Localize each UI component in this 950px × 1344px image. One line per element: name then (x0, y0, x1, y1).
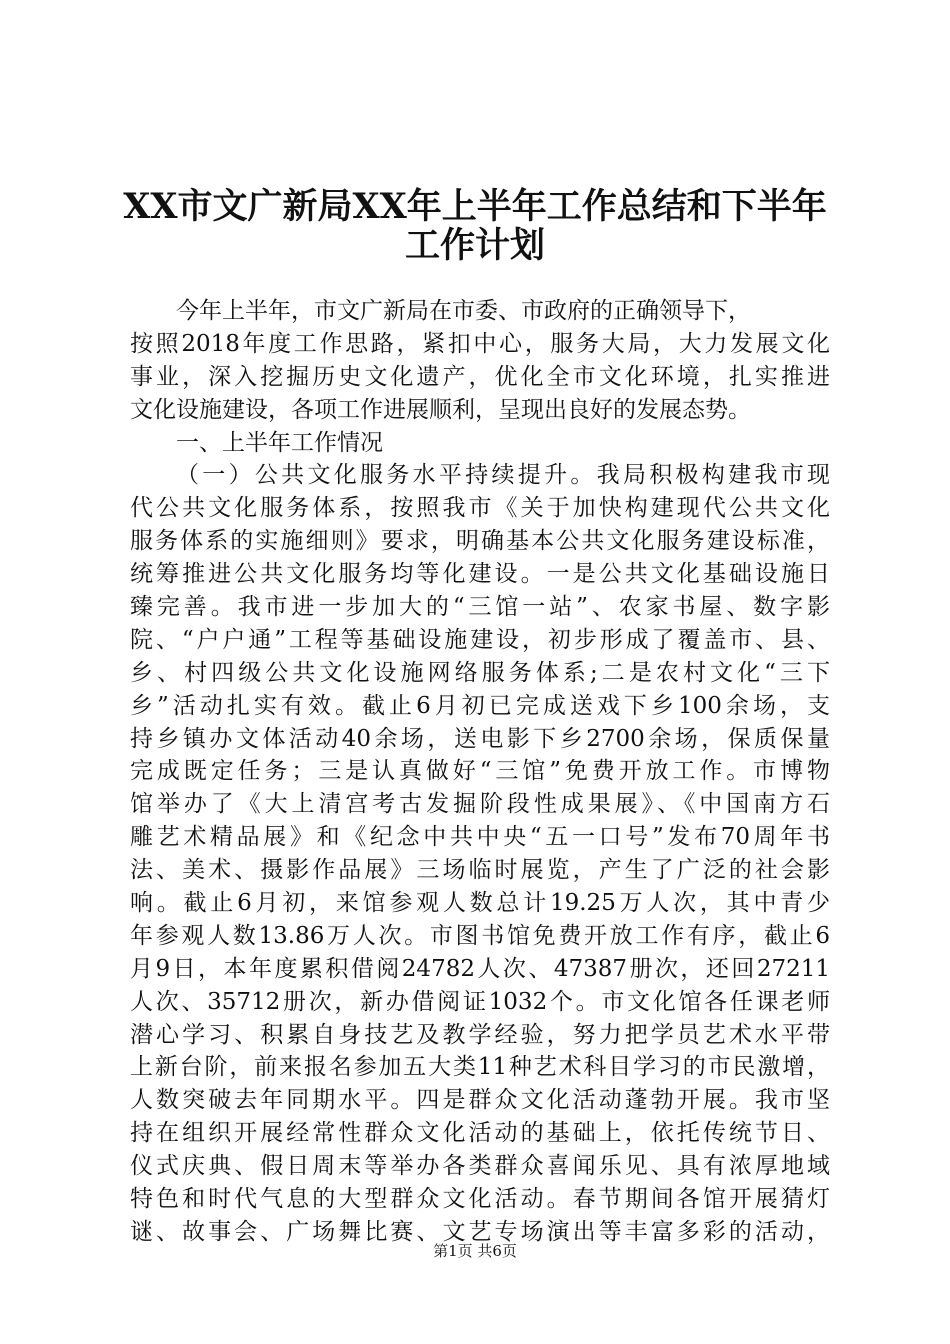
document-body (130, 295, 830, 1249)
body-line: 代公共文化服务体系，按照我市《关于加快构建现代公共文化 (130, 495, 830, 522)
body-line: 事业，深入挖掘历史文化遗产，优化全市文化环境，扎实推进 (130, 363, 830, 390)
body-line: 文化设施建设，各项工作进展顺利，呈现出良好的发展态势。 (130, 396, 751, 423)
body-line: （一）公共文化服务水平持续提升。我局积极构建我市现 (176, 462, 830, 489)
body-line: 仪式庆典、假日周末等举办各类群众喜闻乐见、具有浓厚地域 (130, 1153, 830, 1180)
body-line: 乡”活动扎实有效。截止6月初已完成送戏下乡100余场，支 (130, 692, 830, 719)
body-line: 潜心学习、积累自身技艺及教学经验，努力把学员艺术水平带 (130, 1021, 830, 1048)
body-line: 月9日，本年度累积借阅24782人次、47387册次，还回27211 (130, 955, 830, 982)
body-line: 年参观人数13.86万人次。市图书馆免费开放工作有序，截止6 (130, 922, 830, 949)
section-heading: 一、上半年工作情况 (176, 429, 383, 456)
body-line: 乡、村四级公共文化设施网络服务体系;二是农村文化“三下 (130, 659, 830, 686)
body-line: 响。截止6月初，来馆参观人数总计19.25万人次，其中青少 (130, 890, 830, 917)
body-line: 雕艺术精品展》和《纪念中共中央“五一口号”发布70周年书 (130, 824, 830, 851)
body-line: 法、美术、摄影作品展》三场临时展览，产生了广泛的社会影 (130, 857, 830, 884)
body-line: 持乡镇办文体活动40余场，送电影下乡2700余场，保质保量 (130, 725, 830, 752)
body-line: 按照2018年度工作思路，紧扣中心，服务大局，大力发展文化 (130, 330, 830, 357)
body-line: 上新台阶，前来报名参加五大类11种艺术科目学习的市民激增， (130, 1054, 830, 1081)
body-line: 人数突破去年同期水平。四是群众文化活动蓬勃开展。我市坚 (130, 1087, 830, 1114)
body-line: 今年上半年，市文广新局在市委、市政府的正确领导下， (176, 298, 751, 324)
body-line: 馆举办了《大上清宫考古发掘阶段性成果展》、《中国南方石 (130, 791, 830, 818)
body-line: 臻完善。我市进一步加大的“三馆一站”、农家书屋、数字影 (130, 594, 830, 621)
body-line: 统筹推进公共文化服务均等化建设。一是公共文化基础设施日 (130, 561, 830, 588)
body-line: 持在组织开展经常性群众文化活动的基础上，依托传统节日、 (130, 1120, 830, 1147)
document-title-line-2: 工作计划 (404, 225, 545, 266)
body-line: 人次、35712册次，新办借阅证1032个。市文化馆各任课老师 (130, 988, 830, 1015)
body-line: 特色和时代气息的大型群众文化活动。春节期间各馆开展猜灯 (130, 1186, 830, 1213)
body-line: 服务体系的实施细则》要求，明确基本公共文化服务建设标准， (130, 528, 830, 555)
page-number-footer: 第1页 共6页 (433, 1242, 517, 1260)
body-line: 院、“户户通”工程等基础设施建设，初步形成了覆盖市、县、 (130, 626, 830, 653)
body-line: 完成既定任务；三是认真做好“三馆”免费开放工作。市博物 (130, 758, 830, 785)
document-title-line-1: XX市文广新局XX年上半年工作总结和下半年 (123, 186, 827, 227)
body-line: 谜、故事会、广场舞比赛、文艺专场演出等丰富多彩的活动， (130, 1218, 830, 1245)
